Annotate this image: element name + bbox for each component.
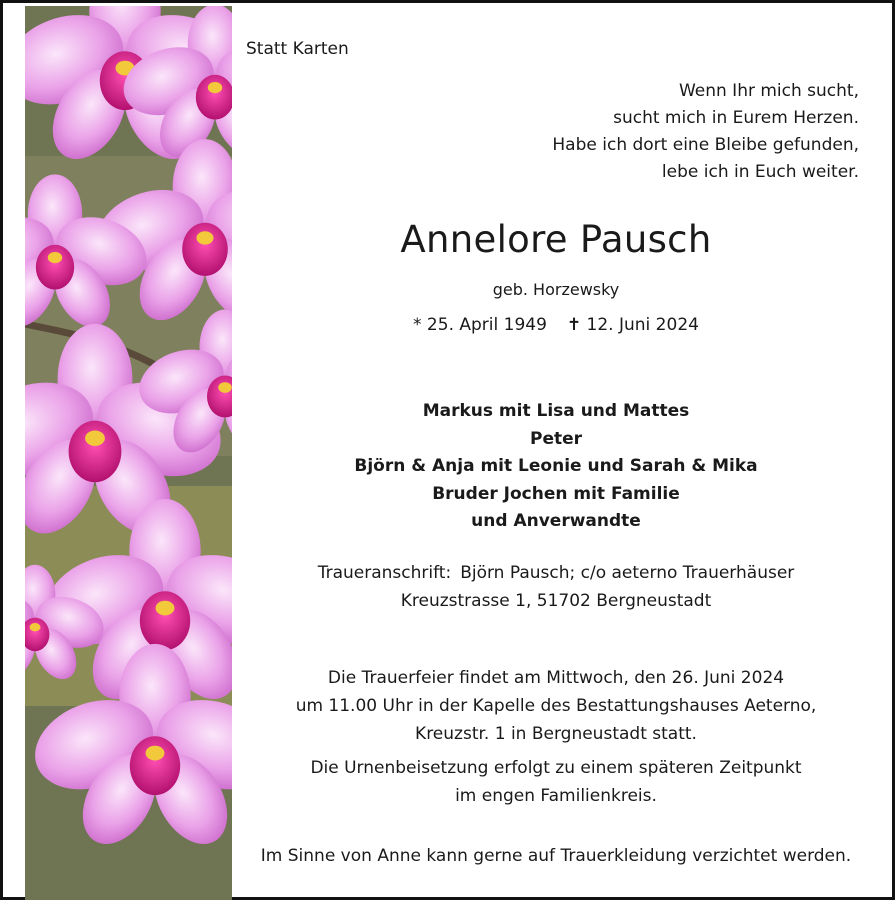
service-line: Die Trauerfeier findet am Mittwoch, den 26. Juni 2024 xyxy=(327,668,785,688)
mourner-line: Peter xyxy=(529,428,583,449)
closing-note: Im Sinne von Anne kann gerne auf Trauerkleidung verzichtet werden. xyxy=(260,846,852,866)
mourner-line: Bruder Jochen mit Familie xyxy=(432,483,680,504)
mourning-address xyxy=(246,559,866,615)
poem-line: lebe ich in Euch weiter. xyxy=(661,162,859,182)
orchid-photo xyxy=(25,6,232,900)
urn-burial-info xyxy=(246,754,866,810)
mourner-line: Markus mit Lisa und Mattes xyxy=(422,401,690,421)
address-line-1: Björn Pausch; c/o aeterno Trauerhäuser xyxy=(460,563,795,583)
service-line: Kreuzstr. 1 in Bergneustadt statt. xyxy=(415,724,697,744)
poem xyxy=(552,78,859,186)
orchid-illustration xyxy=(25,6,232,900)
urn-line: im engen Familienkreis. xyxy=(455,786,657,806)
mourner-line: und Anverwandte xyxy=(471,511,641,531)
address-label: Traueranschrift: xyxy=(317,563,452,583)
birth-date: * 25. April 1949 xyxy=(413,315,547,335)
maiden-name: geb. Horzewsky xyxy=(492,280,620,299)
deceased-name: Annelore Pausch xyxy=(400,218,712,261)
poem-line: Wenn Ihr mich sucht, xyxy=(678,81,859,101)
life-dates xyxy=(246,315,866,335)
mourners-list xyxy=(246,398,866,536)
poem-line: Habe ich dort eine Bleibe gefunden, xyxy=(552,135,859,155)
death-date: ✝ 12. Juni 2024 xyxy=(566,315,699,335)
urn-line: Die Urnenbeisetzung erfolgt zu einem späteren Zeitpunkt xyxy=(310,758,802,778)
mourner-line: Björn & Anja mit Leonie und Sarah & Mika xyxy=(354,456,758,476)
statt-karten-note: Statt Karten xyxy=(246,39,349,59)
poem-line: sucht mich in Eurem Herzen. xyxy=(613,108,859,128)
address-line-2: Kreuzstrasse 1, 51702 Bergneustadt xyxy=(400,591,712,611)
funeral-service-info xyxy=(246,664,866,748)
service-line: um 11.00 Uhr in der Kapelle des Bestattungshauses Aeterno, xyxy=(295,696,817,716)
